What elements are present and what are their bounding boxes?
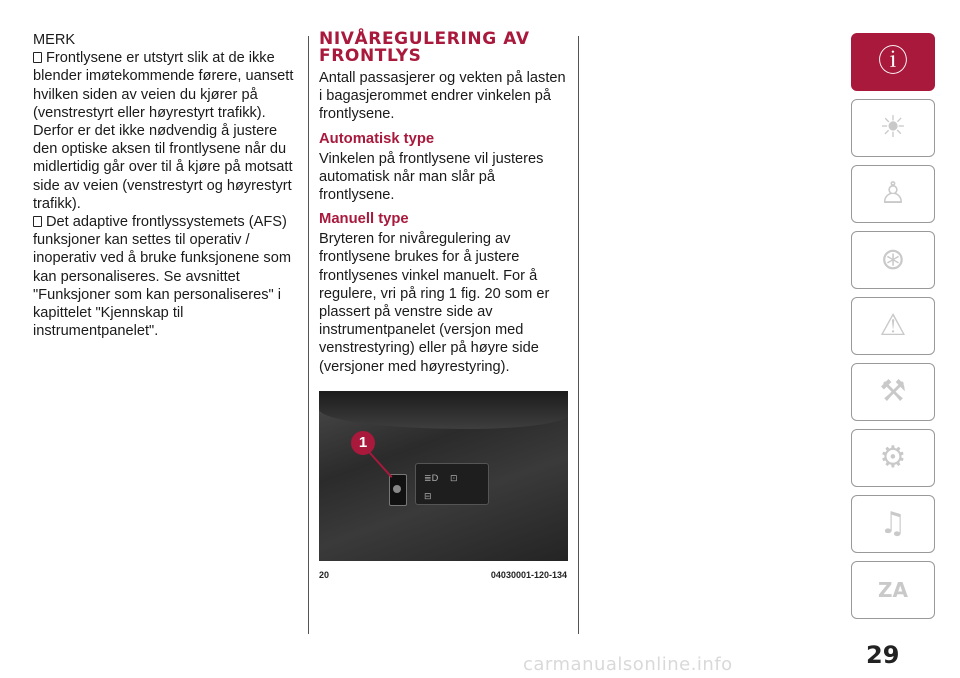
note-bullet-icon [33, 52, 42, 63]
dashboard-edge [319, 391, 568, 429]
car-info-icon: ⓘ [878, 44, 908, 79]
column-divider [578, 36, 579, 634]
switch-symbol-icon: ⊟ [424, 491, 432, 502]
page-number: 29 [866, 641, 900, 669]
figure-number: 20 [319, 569, 330, 580]
section-title: NIVÅREGULERING AV FRONTLYS [319, 29, 530, 66]
headlight-symbol-icon: ≣D [424, 473, 439, 484]
figure-caption [319, 566, 571, 584]
tab-driving[interactable] [851, 231, 935, 289]
safety-airbag-icon: ♙ [879, 176, 907, 211]
callout-marker: 1 [351, 431, 375, 455]
headlight-leveling-ring [389, 474, 407, 506]
tab-multimedia[interactable] [851, 495, 935, 553]
chapter-sidebar [851, 33, 937, 627]
note-bullet-icon [33, 216, 42, 227]
left-column [33, 31, 301, 340]
tab-car-info[interactable] [851, 33, 935, 91]
tab-maintenance[interactable] [851, 363, 935, 421]
column-divider [308, 36, 309, 634]
auto-text: Vinkelen på frontlysene vil justeres automatisk når man slår på frontlysene. [319, 150, 544, 204]
tab-index[interactable] [851, 561, 935, 619]
note-paragraph-2: Det adaptive frontlyssystemets (AFS) funksjoner kan settes til operativ / inoperativ ved å bruke funksjonene som kan personaliseres. Se avsnittet "Funksjoner som kan personaliseres" i kapittelet "Kjennskap til instrumentpanelet". [33, 214, 291, 340]
switch-panel [415, 463, 489, 505]
dashboard-photo [319, 391, 568, 561]
tab-safety[interactable] [851, 165, 935, 223]
car-maintenance-icon: ⚒ [879, 374, 907, 409]
index-icon: ZA [878, 578, 908, 602]
note-heading: MERK [33, 32, 76, 48]
auto-heading: Automatisk type [319, 130, 435, 147]
tab-emergency[interactable] [851, 297, 935, 355]
switch-symbol-icon: ⊡ [450, 473, 458, 484]
intro-text: Antall passasjerer og vekten på lasten i bagasjerommet endrer vinkelen på frontlysene. [319, 70, 566, 123]
watermark: carmanualsonline.info [523, 654, 733, 675]
note-paragraph-1: Frontlysene er utstyrt slik at de ikke blender imøtekommende førere, uansett hvilken siden av veien du kjører på (venstrestyrt eller høyrestyrt trafikk). Derfor er det ikke nødvendig å justere den optiske aksen til frontlysene når du midlertidig går over til å kjøre på motsatt side av veien (venstrestyrt og høyrestyrt trafikk). [33, 50, 294, 212]
figure-code: 04030001-120-134 [490, 569, 567, 580]
warning-lights-icon: ☀ [879, 110, 907, 145]
tab-technical-data[interactable] [851, 429, 935, 487]
steering-wheel-icon: ⊛ [880, 242, 906, 277]
right-column [319, 31, 571, 584]
manual-text: Bryteren for nivåregulering av frontlysene brukes for å justere frontlysenes vinkel manuelt. For å regulere, vri på ring 1 fig. 20 som er plassert på venstre side av instrumentpanelet (versjon med venstrestyring) eller på høyre side (versjoner med høyrestyring). [319, 231, 550, 375]
manual-heading: Manuell type [319, 211, 409, 228]
tab-warning-lights[interactable] [851, 99, 935, 157]
multimedia-icon: ♫ [879, 506, 907, 541]
emergency-icon: ⚠ [879, 308, 907, 343]
callout-leader-line [368, 451, 392, 478]
technical-data-icon: ⚙ [879, 440, 907, 475]
